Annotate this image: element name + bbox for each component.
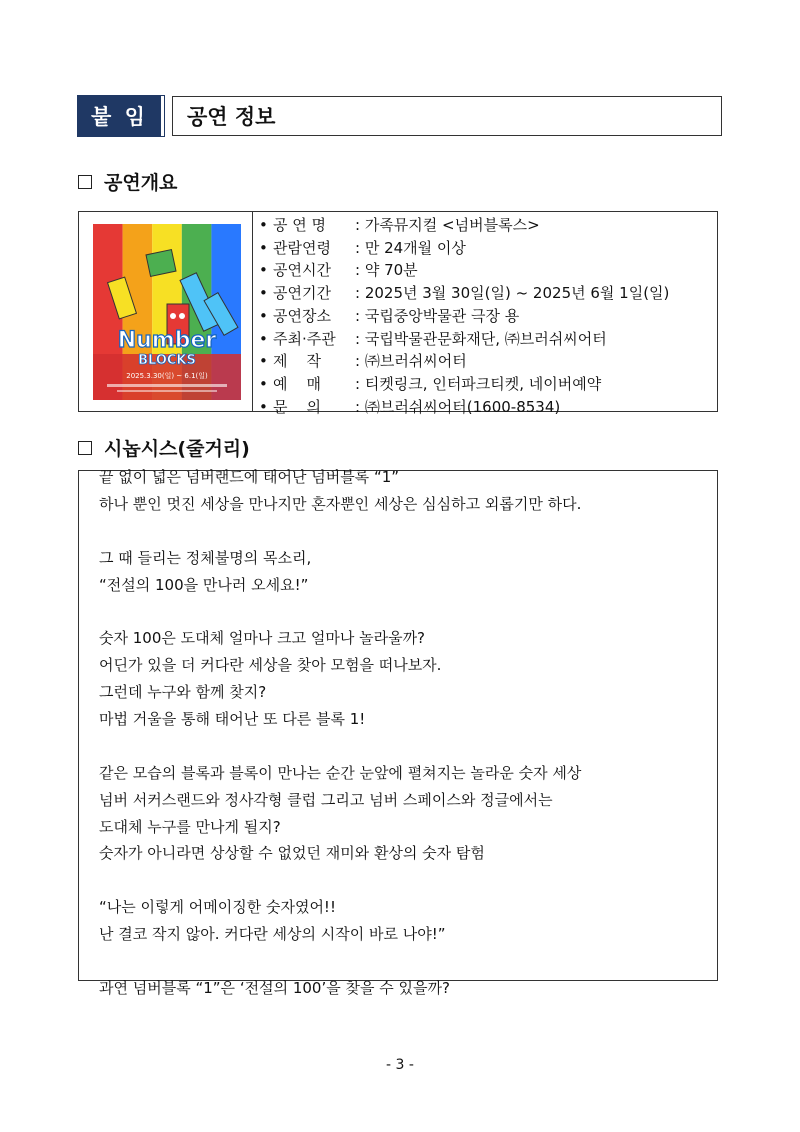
info-item: • 관람연령 : 만 24개월 이상 [259, 238, 466, 257]
info-item: • 공연시간 : 약 70분 [259, 261, 418, 280]
overview-table [78, 211, 718, 416]
synopsis-line: 그런데 누구와 함께 찾지? [99, 683, 267, 702]
numberblocks-poster-image [93, 224, 241, 400]
overview-heading-text: 공연개요 [104, 172, 178, 194]
attachment-header [78, 96, 722, 136]
synopsis-line: 넘버 서커스랜드와 정사각형 클럽 그리고 넘버 스페이스와 정글에서는 [99, 790, 553, 809]
info-item: • 주최·주관 : 국립박물관문화재단, ㈜브러쉬씨어터 [259, 329, 607, 348]
page-number: - 3 - [386, 1057, 414, 1073]
synopsis-line [99, 867, 717, 894]
overview-info-list [259, 214, 669, 418]
synopsis-line [99, 948, 717, 975]
synopsis-line: 그 때 들리는 정체불명의 목소리, [99, 548, 312, 567]
synopsis-line: “나는 이렇게 어메이징한 숫자였어!! [99, 898, 336, 917]
synopsis-line: 과연 넘버블록 “1”은 ‘전설의 100’을 찾을 수 있을까? [99, 978, 450, 997]
synopsis-line: 하나 뿐인 멋진 세상을 만나지만 혼자뿐인 세상은 심심하고 외롭기만 하다. [99, 494, 582, 513]
poster-logo-top: Number [117, 328, 217, 353]
synopsis-line [99, 518, 717, 545]
poster-logo-bottom: BLOCKS [138, 353, 196, 368]
poster-cell [79, 212, 253, 411]
attachment-badge: 붙 임 [78, 96, 164, 136]
synopsis-line [99, 733, 717, 760]
synopsis-line: 어딘가 있을 더 커다란 세상을 찾아 모험을 떠나보자. [99, 656, 442, 675]
poster-date-text: 2025.3.30(일) ~ 6.1(일) [126, 372, 208, 380]
synopsis-line: 숫자가 아니라면 상상할 수 없었던 재미와 환상의 숫자 탐험 [99, 844, 485, 863]
synopsis-line: 난 결코 작지 않아. 커다란 세상의 시작이 바로 나야!” [99, 925, 446, 944]
overview-heading [78, 168, 177, 195]
info-item: • 공연기간 : 2025년 3월 30일(일) ~ 2025년 6월 1일(일) [259, 284, 670, 303]
synopsis-line: 같은 모습의 블록과 블록이 만나는 순간 눈앞에 펼쳐지는 놀라운 숫자 세상 [99, 763, 582, 782]
synopsis-line: 도대체 누구를 만나게 될지? [99, 817, 281, 836]
square-bullet-icon [78, 441, 92, 455]
synopsis-line: 숫자 100은 도대체 얼마나 크고 얼마나 놀라울까? [99, 629, 426, 648]
info-item: • 공연장소 : 국립중앙박물관 극장 용 [259, 306, 520, 325]
info-item: • 제 작 : ㈜브러쉬씨어터 [259, 352, 467, 371]
synopsis-heading-text: 시놉시스(줄거리) [104, 438, 250, 460]
synopsis-heading [78, 434, 250, 461]
square-bullet-icon [78, 175, 92, 189]
synopsis-box [78, 468, 718, 997]
info-item: • 예 매 : 티켓링크, 인터파크티켓, 네이버예약 [259, 374, 602, 393]
info-item: • 문 의 : ㈜브러쉬씨어터(1600-8534) [259, 397, 561, 416]
synopsis-line: 끝 없이 넓은 넘버랜드에 태어난 넘버블록 “1” [99, 468, 400, 486]
page-title: 공연 정보 [172, 96, 722, 136]
synopsis-line [99, 598, 717, 625]
info-item: • 공 연 명 : 가족뮤지컬 <넘버블록스> [259, 216, 540, 234]
synopsis-line: 마법 거울을 통해 태어난 또 다른 블록 1! [99, 710, 366, 729]
synopsis-text [99, 464, 717, 1002]
synopsis-line: “전설의 100을 만나러 오세요!” [99, 575, 309, 594]
